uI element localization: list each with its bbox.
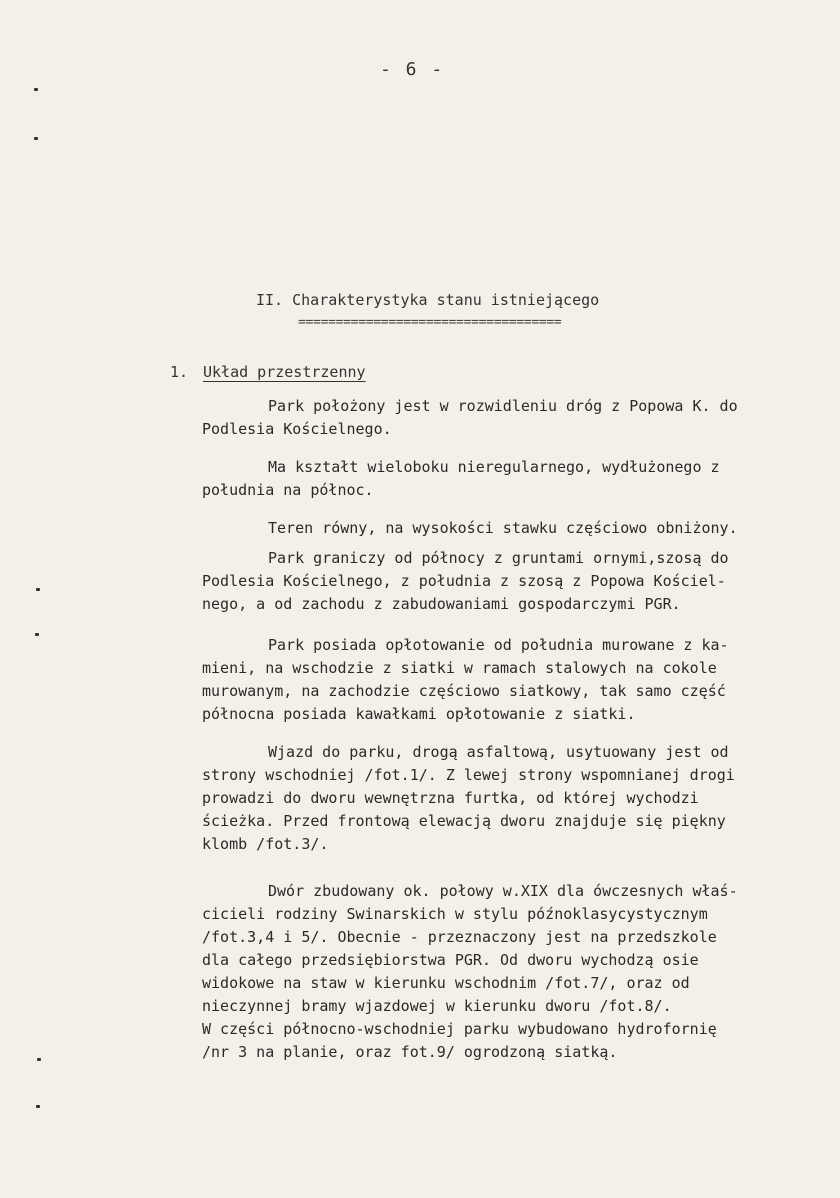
text-line: północna posiada kawałkami opłotowanie z siatki. <box>202 705 636 723</box>
text-line: południa na północ. <box>202 481 374 499</box>
section-title: Układ przestrzenny <box>203 363 366 381</box>
margin-mark <box>37 1058 41 1061</box>
text-line: klomb /fot.3/. <box>202 835 329 853</box>
paragraph-location <box>202 395 738 441</box>
paragraph-terrain <box>202 517 738 540</box>
paragraph-entrance <box>202 741 735 856</box>
text-line: Teren równy, na wysokości stawku częściowo obniżony. <box>268 519 738 537</box>
text-line: Park posiada opłotowanie od południa murowane z ka- <box>268 636 729 654</box>
text-line: murowanym, na zachodzie częściowo siatkowy, tak samo część <box>202 682 726 700</box>
paragraph-fencing <box>202 634 729 726</box>
text-line: Ma kształt wieloboku nieregularnego, wydłużonego z <box>268 458 720 476</box>
text-line: widokowe na staw w kierunku wschodnim /fot.7/, oraz od <box>202 974 690 992</box>
text-line: mieni, na wschodzie z siatki w ramach stalowych na cokole <box>202 659 717 677</box>
text-line: Podlesia Kościelnego. <box>202 420 392 438</box>
margin-mark <box>36 1105 40 1108</box>
chapter-heading: II. Charakterystyka stanu istniejącego <box>256 291 600 309</box>
text-line: Park graniczy od północy z gruntami ornymi,szosą do <box>268 549 729 567</box>
heading-underline-rule: =================================== <box>298 315 562 330</box>
paragraph-manor <box>202 880 738 1064</box>
margin-mark <box>35 633 39 636</box>
text-line: W części północno-wschodniej parku wybudowano hydrofornię <box>202 1020 717 1038</box>
page-number: - 6 - <box>380 59 445 80</box>
margin-mark <box>34 88 38 91</box>
text-line: nego, a od zachodu z zabudowaniami gospodarczymi PGR. <box>202 595 681 613</box>
text-line: /fot.3,4 i 5/. Obecnie - przeznaczony jest na przedszkole <box>202 928 717 946</box>
section-number: 1. <box>170 363 189 381</box>
text-line: dla całego przedsiębiorstwa PGR. Od dworu wychodzą osie <box>202 951 699 969</box>
text-line: Dwór zbudowany ok. połowy w.XIX dla ówczesnych właś- <box>268 882 738 900</box>
text-line: strony wschodniej /fot.1/. Z lewej strony wspomnianej drogi <box>202 766 735 784</box>
paragraph-shape <box>202 456 720 502</box>
text-line: Wjazd do parku, drogą asfaltową, usytuowany jest od <box>268 743 729 761</box>
margin-mark <box>34 137 38 140</box>
text-line: /nr 3 na planie, oraz fot.9/ ogrodzoną siatką. <box>202 1043 618 1061</box>
text-line: prowadzi do dworu wewnętrzna furtka, od której wychodzi <box>202 789 699 807</box>
text-line: ścieżka. Przed frontową elewacją dworu znajduje się piękny <box>202 812 726 830</box>
text-line: Park położony jest w rozwidleniu dróg z Popowa K. do <box>268 397 738 415</box>
paragraph-boundaries <box>202 547 729 616</box>
margin-mark <box>36 588 40 591</box>
text-line: Podlesia Kościelnego, z południa z szosą z Popowa Kościel- <box>202 572 726 590</box>
text-line: cicieli rodziny Swinarskich w stylu późnoklasycystycznym <box>202 905 708 923</box>
text-line: nieczynnej bramy wjazdowej w kierunku dworu /fot.8/. <box>202 997 672 1015</box>
